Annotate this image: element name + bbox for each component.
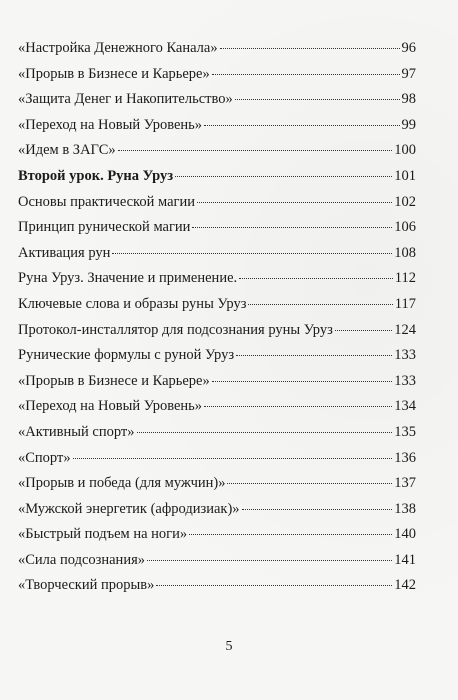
toc-entry (18, 138, 416, 164)
toc-entry (18, 369, 416, 395)
toc-entry (18, 87, 416, 113)
dot-leader (73, 457, 393, 459)
dot-leader (235, 98, 400, 100)
toc-entry-title: «Сила подсознания» (18, 551, 145, 568)
toc-entry-title: «Защита Денег и Накопительство» (18, 91, 233, 108)
toc-entry (18, 190, 416, 216)
toc-entry (18, 497, 416, 523)
dot-leader (137, 431, 393, 433)
toc-entry-title: Активация рун (18, 244, 111, 261)
toc-entry (18, 548, 416, 574)
toc-entry-page: 136 (394, 449, 416, 466)
toc-entry-title: «Прорыв и победа (для мужчин)» (18, 475, 226, 492)
dot-leader (112, 252, 392, 254)
toc-entry (18, 36, 416, 62)
toc-entry (18, 318, 416, 344)
toc-entry-title: Протокол-инсталлятор для подсознания руны Уруз (18, 321, 333, 338)
dot-leader (204, 124, 399, 126)
table-of-contents (18, 36, 416, 599)
dot-leader (197, 201, 392, 203)
dot-leader (147, 559, 392, 561)
toc-entry-title: «Переход на Новый Уровень» (18, 398, 203, 415)
toc-entry (18, 522, 416, 548)
toc-entry-title: «Настройка Денежного Канала» (18, 40, 218, 56)
toc-entry-page: 108 (394, 244, 416, 261)
toc-entry (18, 343, 416, 369)
toc-entry (18, 113, 416, 139)
toc-entry-title: «Переход на Новый Уровень» (18, 116, 203, 133)
toc-entry-page: 140 (394, 526, 416, 543)
dot-leader (227, 482, 392, 484)
toc-entry-page: 97 (401, 65, 416, 82)
toc-entry (18, 394, 416, 420)
toc-entry (18, 573, 416, 599)
toc-entry-page: 135 (394, 423, 416, 440)
toc-entry-title: «Прорыв в Бизнесе и Карьере» (18, 65, 210, 82)
toc-entry-page: 99 (401, 116, 416, 133)
toc-entry-title: Второй урок. Руна Уруз (18, 167, 174, 184)
toc-entry (18, 471, 416, 497)
toc-entry (18, 446, 416, 472)
dot-leader (248, 303, 392, 305)
toc-entry-page: 138 (394, 500, 416, 517)
dot-leader (239, 277, 393, 279)
toc-entry-title: «Спорт» (18, 449, 71, 466)
toc-entry-title: «Быстрый подъем на ноги» (18, 526, 188, 543)
toc-entry-page: 142 (394, 577, 416, 594)
dot-leader (204, 405, 392, 407)
toc-entry-page: 133 (394, 347, 416, 364)
toc-entry-page: 133 (394, 372, 416, 389)
dot-leader (156, 584, 392, 586)
dot-leader (192, 226, 392, 228)
toc-entry-title: Ключевые слова и образы руны Уруз (18, 295, 247, 312)
toc-entry-page: 117 (394, 295, 416, 312)
toc-entry-page: 134 (394, 398, 416, 415)
toc-entry (18, 241, 416, 267)
dot-leader (175, 175, 392, 177)
toc-entry-title: Основы практической магии (18, 193, 195, 210)
toc-entry (18, 215, 416, 241)
toc-entry-page: 102 (394, 193, 416, 210)
dot-leader (335, 329, 392, 331)
toc-entry (18, 62, 416, 88)
toc-entry-title: Руна Уруз. Значение и применение. (18, 270, 238, 287)
dot-leader (212, 380, 393, 382)
toc-entry (18, 292, 416, 318)
toc-entry-page: 101 (394, 167, 416, 184)
toc-entry-page: 106 (394, 219, 416, 236)
toc-entry-page: 141 (394, 551, 416, 568)
toc-entry-page: 124 (394, 321, 416, 338)
toc-entry-page: 100 (394, 142, 416, 159)
toc-entry (18, 266, 416, 292)
toc-entry-page: 137 (394, 475, 416, 492)
toc-entry-page: 98 (401, 91, 416, 108)
toc-entry-title: «Прорыв в Бизнесе и Карьере» (18, 372, 210, 389)
toc-entry (18, 420, 416, 446)
toc-entry-title: «Мужской энергетик (афродизиак)» (18, 500, 240, 517)
page-number: 5 (225, 639, 233, 654)
toc-entry-page: 112 (394, 270, 416, 287)
dot-leader (242, 508, 393, 510)
toc-entry-title: Принцип рунической магии (18, 219, 191, 236)
dot-leader (189, 533, 392, 535)
toc-entry-title: «Творческий прорыв» (18, 577, 155, 594)
toc-entry-title: «Идем в ЗАГС» (18, 142, 116, 159)
toc-entry-page: 96 (401, 40, 416, 56)
dot-leader (220, 47, 400, 49)
toc-entry-title: «Активный спорт» (18, 423, 135, 440)
dot-leader (212, 73, 400, 75)
toc-section-heading (18, 164, 416, 190)
toc-entry-title: Рунические формулы с руной Уруз (18, 347, 235, 364)
dot-leader (236, 354, 392, 356)
dot-leader (118, 149, 393, 151)
